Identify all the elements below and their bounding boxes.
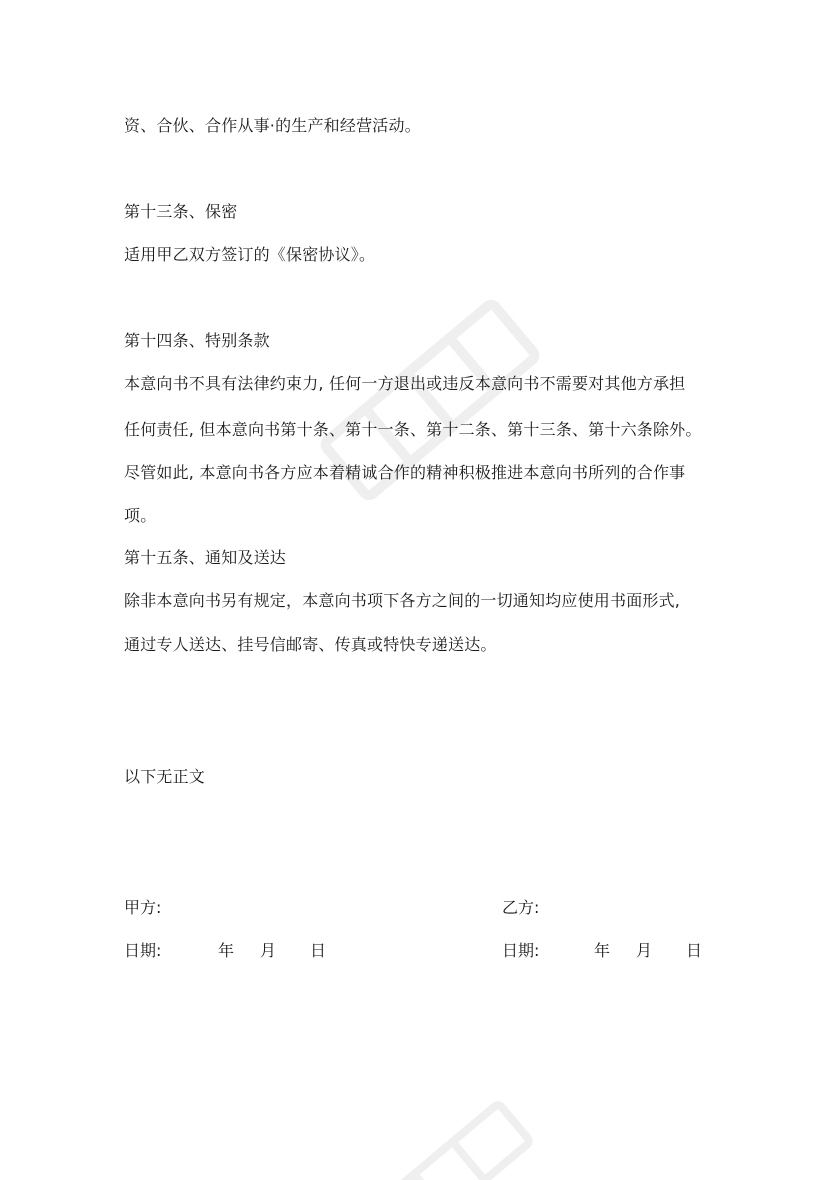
article-15-line-1: 除非本意向书另有规定，本意向书项下各方之间的一切通知均应使用书面形式,: [124, 591, 681, 610]
article-14-line-1: 本意向书不具有法律约束力, 任何一方退出或违反本意向书不需要对其他方承担: [124, 374, 686, 393]
party-b-year: 年: [594, 941, 611, 960]
article-13-title: 第十三条、保密: [124, 202, 238, 221]
watermark-logo-icon: [360, 1080, 540, 1180]
article-15-line-2: 通过专人送达、挂号信邮寄、传真或特快专递送达。: [124, 635, 497, 654]
party-b-day: 日: [686, 941, 703, 960]
article-14-line-3: 尽管如此, 本意向书各方应本着精诚合作的精神积极推进本意向书所列的合作事: [124, 463, 686, 482]
paragraph-continuation: 资、合伙、合作从事·的生产和经营活动。: [124, 116, 421, 135]
article-13-text: 适用甲乙双方签订的《保密协议》。: [124, 245, 376, 264]
article-15-title: 第十五条、通知及送达: [124, 548, 287, 567]
party-a-day: 日: [310, 941, 327, 960]
party-a-label: 甲方:: [124, 898, 162, 917]
party-b-label: 乙方:: [502, 898, 540, 917]
party-a-year: 年: [218, 941, 235, 960]
article-14-title: 第十四条、特别条款: [124, 331, 270, 350]
article-14-line-2: 任何责任, 但本意向书第十条、第十一条、第十二条、第十三条、第十六条除外。: [124, 420, 702, 439]
end-of-text-note: 以下无正文: [124, 767, 206, 786]
party-a-month: 月: [260, 941, 277, 960]
watermark-logo-icon: [300, 270, 560, 530]
party-b-date-label: 日期:: [502, 941, 540, 960]
article-14-line-4: 项。: [124, 506, 157, 525]
party-a-date-label: 日期:: [124, 941, 162, 960]
party-b-month: 月: [636, 941, 653, 960]
